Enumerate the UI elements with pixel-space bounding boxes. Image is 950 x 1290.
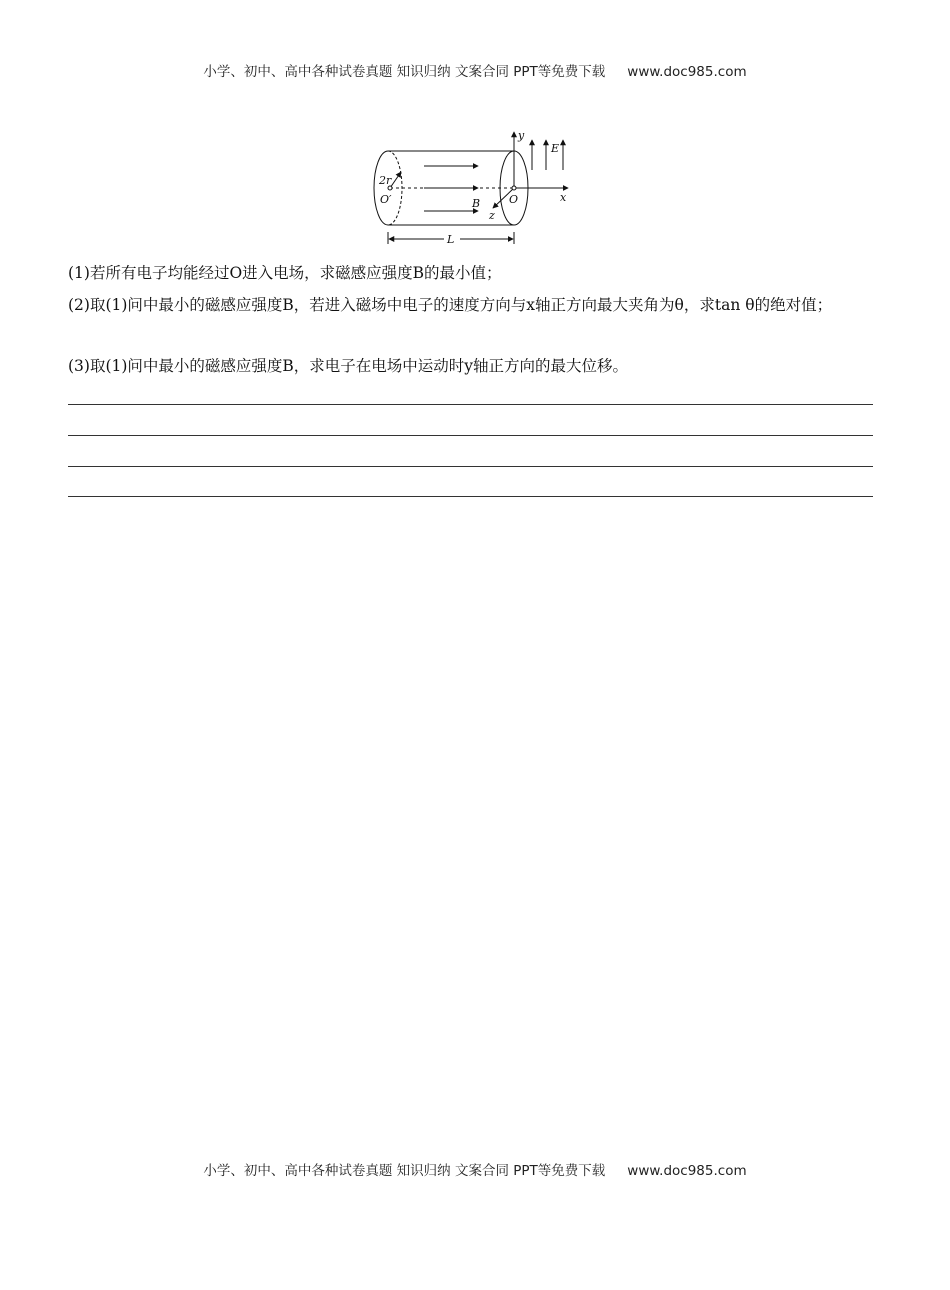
- cylinder-field-diagram: [368, 126, 580, 252]
- footer-text: 小学、初中、高中各种试卷真题 知识归纳 文案合同 PPT等免费下载: [203, 1163, 606, 1179]
- question-1: (1)若所有电子均能经过O进入电场，求磁感应强度B的最小值；: [68, 264, 502, 282]
- label-2r: 2r: [379, 174, 392, 187]
- label-z: z: [489, 209, 495, 222]
- question-2: (2)取(1)问中最小的磁感应强度B，若进入磁场中电子的速度方向与x轴正方向最大夹角为θ，求tan θ的绝对值；: [68, 296, 833, 314]
- label-b: B: [472, 197, 481, 210]
- header-site[interactable]: www.doc985.com: [627, 64, 747, 80]
- answer-line[interactable]: [68, 466, 873, 467]
- label-y: y: [518, 129, 525, 142]
- page-header: [0, 60, 950, 80]
- answer-line[interactable]: [68, 496, 873, 497]
- answer-line[interactable]: [68, 404, 873, 405]
- label-l: L: [447, 233, 455, 246]
- cylinder-left-face-solid: [374, 151, 388, 225]
- label-e: E: [551, 142, 560, 155]
- point-o: [512, 186, 516, 190]
- physics-figure: [368, 126, 580, 252]
- page-footer: [0, 1159, 950, 1179]
- radius-arrow: [390, 172, 401, 188]
- label-x: x: [560, 191, 567, 204]
- footer-site[interactable]: www.doc985.com: [627, 1163, 747, 1179]
- answer-line[interactable]: [68, 435, 873, 436]
- label-o-prime: O′: [380, 193, 392, 206]
- header-text: 小学、初中、高中各种试卷真题 知识归纳 文案合同 PPT等免费下载: [203, 64, 606, 80]
- label-o: O: [509, 193, 519, 206]
- question-3: (3)取(1)问中最小的磁感应强度B，求电子在电场中运动时y轴正方向的最大位移。: [68, 357, 629, 375]
